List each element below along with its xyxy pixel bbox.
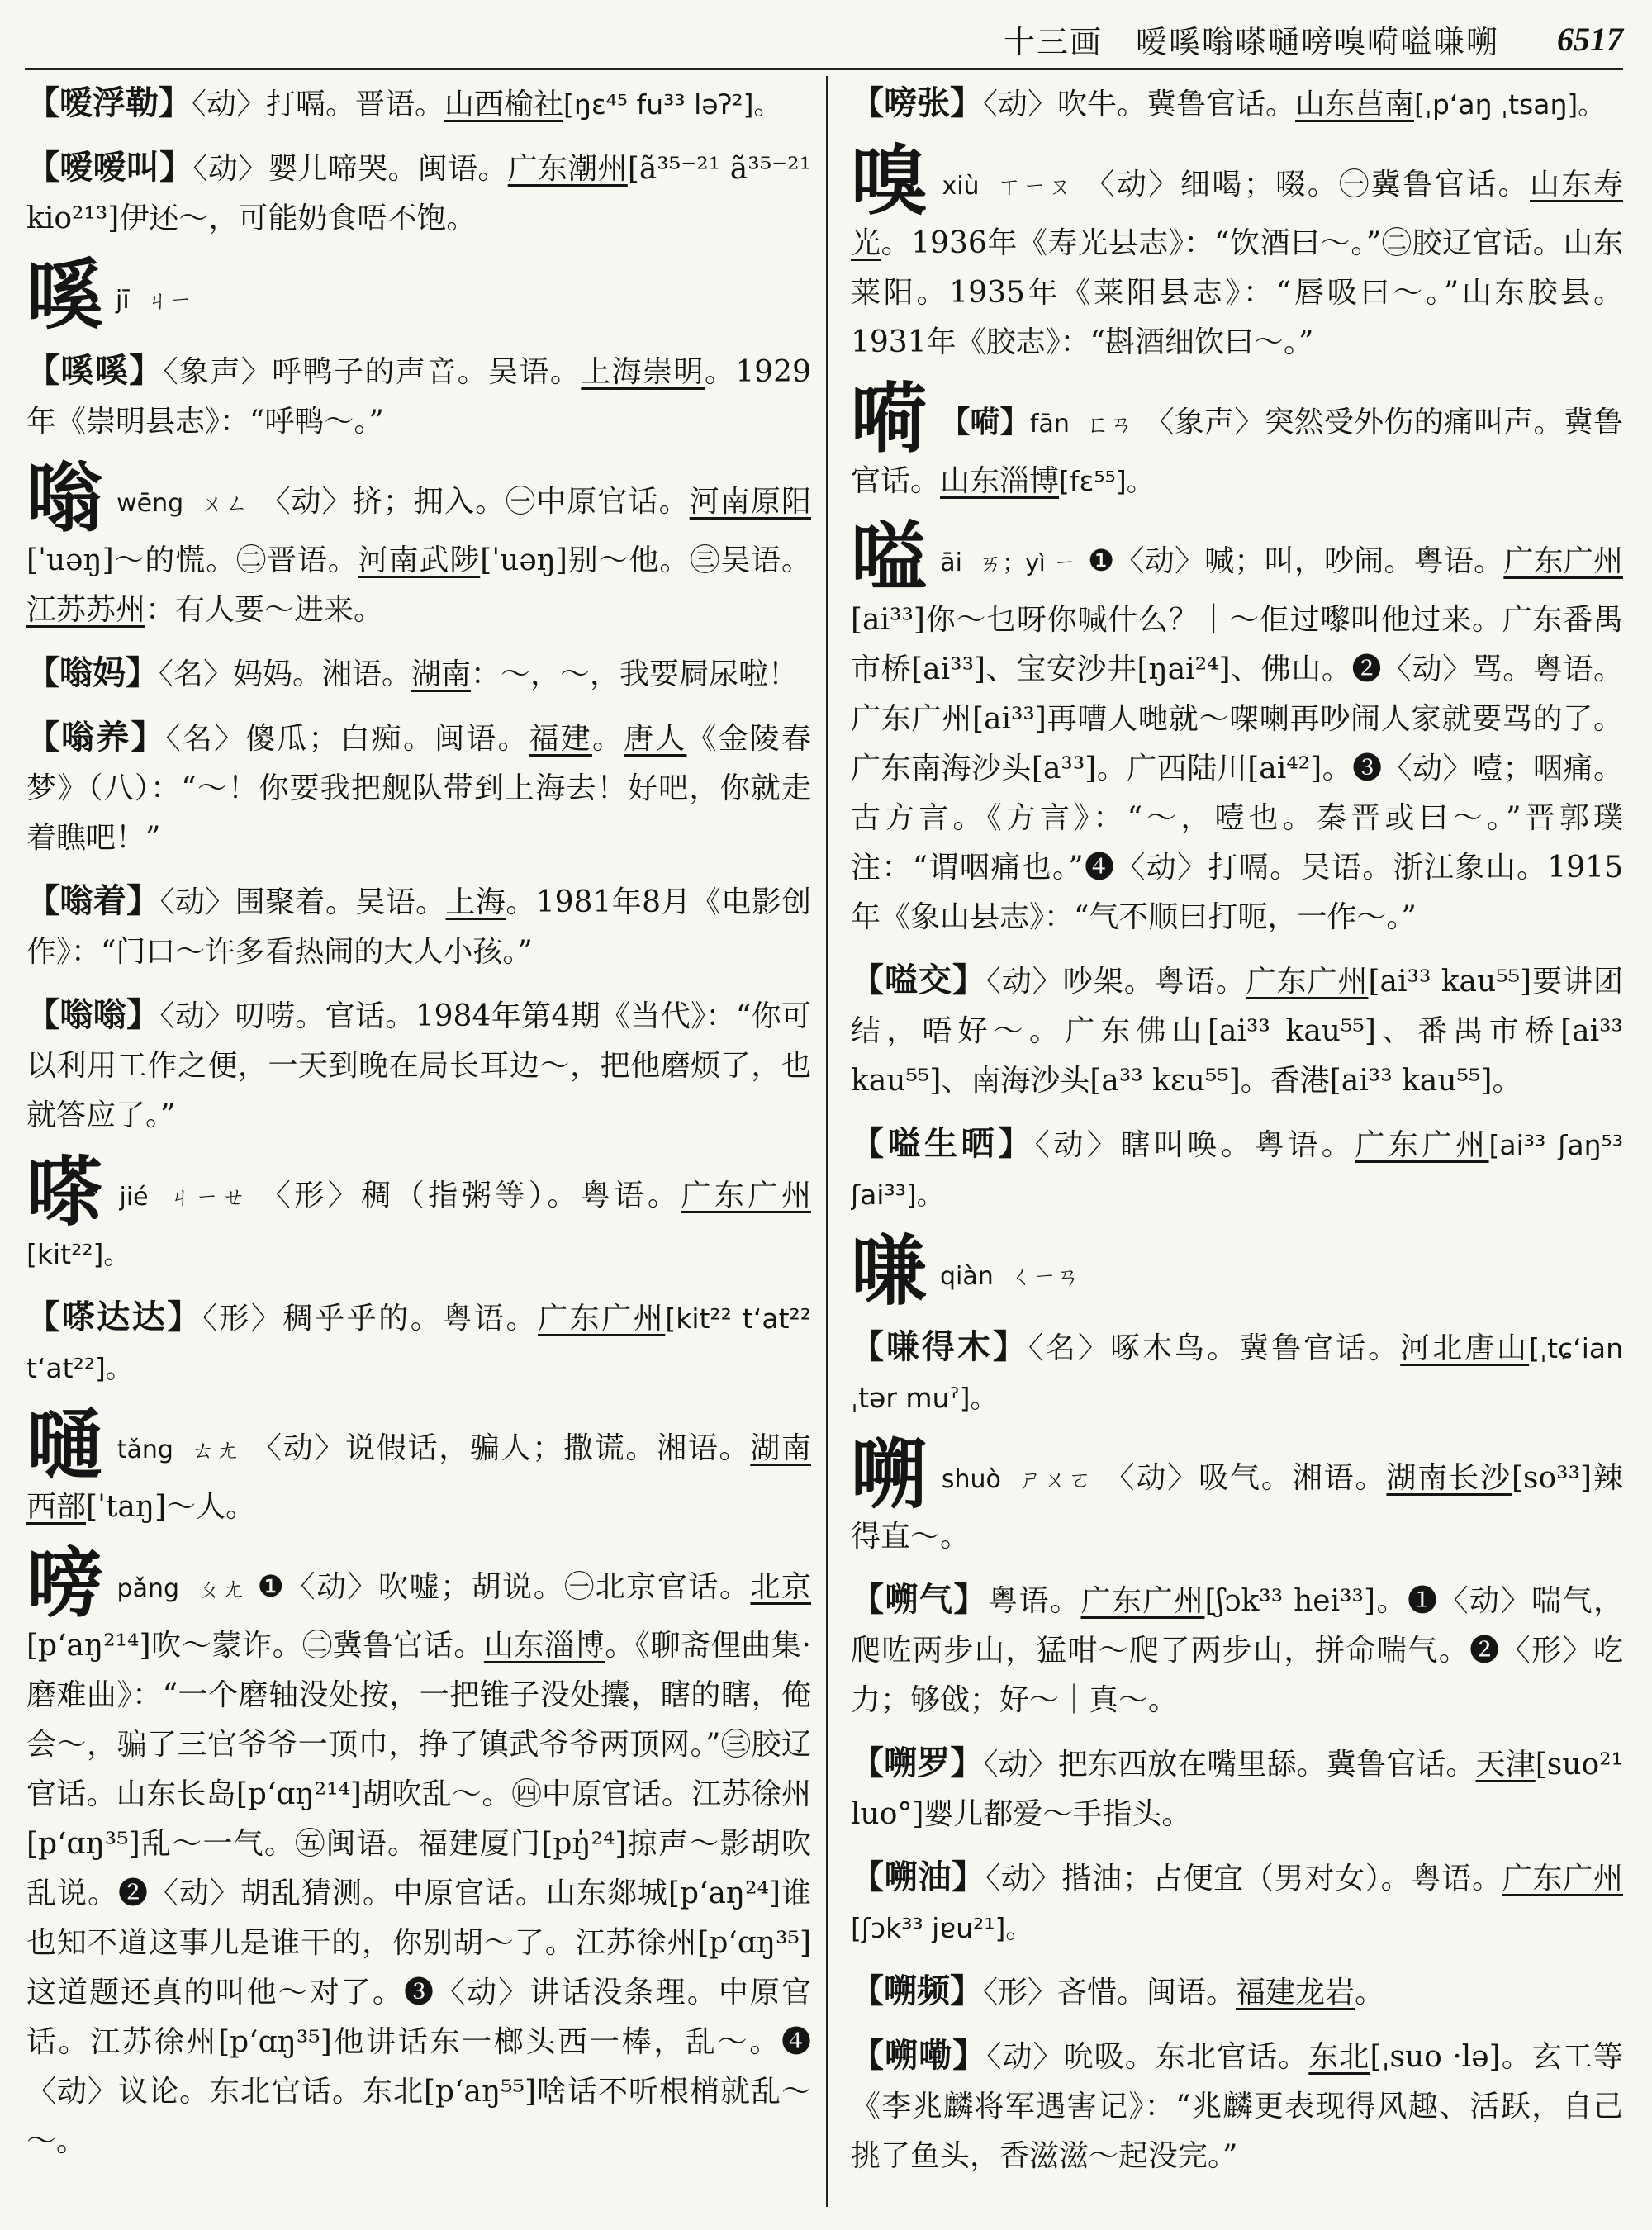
entry	[851, 2031, 1623, 2181]
head-entry	[851, 1430, 1623, 1562]
head-character: 嗬	[851, 374, 928, 463]
entry-definition: 粤语。	[988, 1584, 1081, 1618]
entry	[26, 648, 811, 700]
entry-text: [ˌtɕʻian ˌtər muˀ]。	[851, 1332, 1623, 1414]
entry	[26, 876, 811, 977]
entry	[851, 1739, 1623, 1839]
location: 东北	[1308, 2040, 1370, 2074]
head-entry	[851, 513, 1623, 942]
entry-text: [ˌsuo ·lə]。玄工等《李兆麟将军遇害记》：“兆麟更表现得风趣、活跃，自己挑了鱼头，香滋滋～起没完。”	[851, 2040, 1623, 2173]
entry-definition: 〈动〉吵架。粤语。	[985, 965, 1246, 999]
entry-text: [ai³³]你～乜呀你喊什么？｜～佢过嚟叫他过来。广东番禺市桥[ai³³]、宝安沙井[ŋai²⁴]、佛山。❷〈动〉骂。粤语。广东广州[ai³³]再嘈人哋就～㗎喇再吵闹人家就要骂的了。广东南海沙头[a³³]。广西陆川[ai⁴²]。❸〈动〉噎；咽痛。古方言。《方言》：“～，噎也。秦晋或曰～。”晋郭璞注：“谓咽痛也。”❹〈动〉打嗝。吴语。浙江象山。1915年《象山县志》：“气不顺曰打呃，一作～。”	[851, 603, 1623, 934]
head-character: 嗘	[26, 250, 103, 339]
entry-text: [ˈuəŋ]～的慌。㊁晋语。	[26, 543, 358, 577]
entry-definition: ❶〈动〉喊；叫，吵闹。粤语。	[1088, 544, 1504, 578]
entry-definition: 〈名〉啄木鸟。冀鲁官话。	[1028, 1331, 1401, 1365]
entry-text: ：～，～，我要屙尿啦！	[471, 657, 799, 691]
running-title: 十三画 嗳嗘嗡嗏嗵嗙嗅嗬嗌嗛嗍	[1003, 23, 1499, 60]
location: 上海	[445, 885, 506, 919]
location: 广东广州	[1502, 1862, 1623, 1896]
entry-text: 。1936年《寿光县志》：“饮酒曰～。”㊁胶辽官话。山东莱阳。1935年《莱阳县志》：“唇吸曰～。”山东胶县。1931年《胶志》：“斟酒细饮曰～。”	[851, 226, 1623, 359]
entry-headword: 【嗍嘞】	[851, 2036, 987, 2075]
entry-definition: 〈形〉稠乎乎的。粤语。	[202, 1302, 539, 1336]
location: 山东淄博	[940, 464, 1060, 498]
entry	[26, 1293, 811, 1393]
entry-definition: 〈动〉揩油；占便宜（男对女）。粤语。	[985, 1862, 1502, 1896]
head-entry	[26, 453, 811, 635]
head-entry	[851, 374, 1623, 506]
location: 广东广州	[1503, 544, 1623, 578]
entry-definition: 〈动〉叨唠。官话。1984年第4期《当代》：“你可以利用工作之便，一天到晚在局长耳边～，把他磨烦了，也就答应了。”	[26, 999, 811, 1132]
pinyin: shuò	[941, 1465, 1001, 1494]
head-entry	[26, 250, 811, 339]
zhuyin: ㄑㄧㄢ	[1009, 1263, 1080, 1290]
source-author: 唐人	[624, 722, 687, 756]
entry-headword: 【嗏达达】	[26, 1298, 202, 1336]
entry-definition: 〈动〉挤；拥入。㊀中原官话。	[260, 485, 690, 519]
entry	[26, 78, 811, 130]
entry-definition: 〈动〉打嗝。晋语。	[192, 88, 445, 121]
page-number: 6517	[1557, 20, 1623, 58]
head-entry	[26, 1147, 811, 1279]
entry	[851, 1575, 1623, 1725]
entry-headword: 【嗘嗘】	[26, 351, 164, 390]
location: 河北唐山	[1400, 1331, 1530, 1365]
zhuyin: ㄆㄤ	[196, 1575, 246, 1602]
location: 河南武陟	[358, 543, 481, 577]
head-character: 嗍	[851, 1430, 928, 1519]
entry-definition: 〈动〉吮吸。东北官话。	[986, 2040, 1309, 2074]
zhuyin: ㄐㄧ	[145, 287, 192, 314]
zhuyin: ㄕㄨㄛ	[1017, 1466, 1094, 1493]
entry-definition: 〈形〉吝惜。闽语。	[983, 1976, 1237, 2009]
entry-text: [ʃɔk³³ jɐu²¹]。	[851, 1912, 1033, 1944]
head-character: 嗵	[26, 1400, 104, 1489]
entry-headword: 【嗌生晒】	[851, 1124, 1035, 1163]
entry-definition: 〈名〉傻瓜；白痴。闽语。	[165, 722, 529, 756]
entry-text: [ã³⁵⁻²¹ ã³⁵⁻²¹ kio²¹³]伊还～，可能奶食唔不饱。	[26, 152, 811, 235]
head-entry	[851, 136, 1623, 368]
zhuyin: ㄊㄤ	[189, 1436, 241, 1464]
location: 山西榆社	[444, 88, 564, 121]
entry-text: [kit²² tʻat²² tʻat²²]。	[26, 1302, 811, 1384]
zhuyin: ㄈㄢ	[1085, 410, 1133, 438]
entry-headword: 【嗡着】	[26, 881, 160, 920]
entry-text: 。1929年《崇明县志》：“呼鸭～。”	[26, 355, 811, 439]
header-rule	[25, 68, 1623, 70]
entry-definition: 〈动〉围聚着。吴语。	[159, 885, 446, 919]
right-column	[851, 78, 1623, 2218]
pinyin: pǎng	[116, 1574, 180, 1603]
entry-headword: 【嗳浮勒】	[26, 83, 192, 122]
entry-headword: 【嗡妈】	[26, 653, 159, 692]
location: 山东淄博	[483, 1629, 605, 1663]
entry	[851, 956, 1623, 1106]
left-column	[26, 78, 811, 2218]
location: 河南原阳	[689, 485, 811, 519]
entry-text: [ai³³ ʃaŋ⁵³ ʃai³³]。	[851, 1129, 1623, 1211]
pinyin: āi	[940, 548, 962, 577]
entry	[26, 713, 811, 863]
entry-text: 。	[591, 722, 624, 756]
zhuyin: ㄒㄧㄡ	[995, 173, 1074, 200]
entry-definition: 〈象声〉突然受外伤的痛叫声。冀鲁官话。	[851, 406, 1623, 498]
traditional-form: 【嗬】	[940, 405, 1030, 439]
head-character: 嗏	[26, 1147, 107, 1236]
entry-headword: 【嗍罗】	[851, 1744, 984, 1782]
entry-text: 。《聊斋俚曲集·磨难曲》：“一个磨轴没处按，一把锥子没处攮，瞎的瞎，俺会～，骗了三官爷爷一顶巾，挣了镇武爷爷两顶网。”㊂胶辽官话。山东长岛[pʻɑŋ²¹⁴]胡吹乱～。㊃中原官话。江苏徐州[pʻɑŋ³⁵]乱～一气。㊄闽语。福建厦门[pŋ̍²⁴]掠声～影胡吹乱说。❷〈动〉胡乱猜测。中原官话。山东郯城[pʻaŋ²⁴]谁也知不道这事儿是谁干的，你别胡～了。江苏徐州[pʻɑŋ³⁵]这道题还真的叫他～对了。❸〈动〉讲话没条理。中原官话。江苏徐州[pʻɑŋ³⁵]他讲话东一榔头西一棒，乱～。❹〈动〉议论。东北官话。东北[pʻaŋ⁵⁵]啥话不听根梢就乱～～。	[26, 1629, 811, 2158]
head-character: 嗙	[26, 1539, 104, 1628]
head-character: 嗌	[851, 513, 928, 602]
entry-text: [fɛ⁵⁵]。	[1059, 465, 1154, 497]
entry	[26, 143, 811, 244]
entry-headword: 【嗳嗳叫】	[26, 148, 193, 187]
location: 广东广州	[1355, 1128, 1489, 1162]
location: 天津	[1475, 1748, 1536, 1782]
entry	[26, 346, 811, 447]
entry-text: [ˌpʻaŋ ˌtsaŋ]。	[1414, 88, 1606, 121]
entry-headword: 【嗌交】	[851, 961, 986, 999]
head-character: 嗅	[851, 136, 929, 225]
entry-text: [ʃɔk³³ hei³³]。❶〈动〉喘气，爬咗两步山，猛咁～爬了两步山，拼命喘气。❷〈形〉吃力；够戗；好～｜真～。	[851, 1584, 1623, 1717]
entry-definition: 〈形〉稠（指粥等）。粤语。	[260, 1179, 681, 1212]
head-character: 嗡	[26, 453, 104, 543]
entry-text: [ˈtaŋ]～人。	[86, 1490, 256, 1524]
entry	[851, 1967, 1623, 2018]
entry-text: [suo²¹ luo°]婴儿都爱～手指头。	[851, 1748, 1623, 1831]
zhuyin: ㄞ；yì ㄧ	[978, 549, 1077, 576]
entry-text: ：有人要～进来。	[145, 593, 384, 627]
entry-definition: 〈动〉婴儿啼哭。闽语。	[192, 152, 508, 186]
location: 山东莒南	[1295, 88, 1415, 121]
entry-headword: 【嗍气】	[851, 1580, 988, 1619]
location: 湖南西部	[26, 1431, 811, 1524]
location: 北京	[750, 1570, 811, 1604]
entry-text: [pʻaŋ²¹⁴]吹～蒙诈。㊁冀鲁官话。	[26, 1629, 484, 1663]
zhuyin: ㄐㄧㄝ	[164, 1184, 249, 1211]
entry	[26, 990, 811, 1141]
location: 上海崇明	[581, 355, 705, 389]
entry-definition: 〈动〉吹牛。冀鲁官话。	[983, 88, 1296, 121]
entry-definition: 〈动〉说假话，骗人；撒谎。湘语。	[252, 1431, 751, 1465]
entry-definition: 〈动〉吸气。湘语。	[1104, 1461, 1387, 1495]
location: 广东广州	[1246, 965, 1369, 999]
entry-headword: 【嗙张】	[851, 83, 983, 122]
entry-definition: ❶〈动〉吹嘘；胡说。㊀北京官话。	[257, 1570, 751, 1604]
entry-text: [ai³³ kau⁵⁵]要讲团结，唔好～。广东佛山[ai³³ kau⁵⁵]、番禺市桥[ai³³ kau⁵⁵]、南海沙头[a³³ kɛu⁵⁵]。香港[ai³³ kau⁵⁵]。	[851, 965, 1623, 1098]
pinyin: qiàn	[940, 1262, 994, 1291]
entry-headword: 【嗍油】	[851, 1858, 986, 1896]
entry	[851, 1119, 1623, 1220]
entry-text: 。1981年8月《电影创作》：“门口～许多看热闹的大人小孩。”	[26, 885, 811, 969]
pinyin: jī	[116, 286, 130, 315]
head-character: 嗛	[851, 1226, 928, 1316]
entry-text: [ŋɛ⁴⁵ fu³³ ləʔ²]。	[563, 88, 781, 121]
entry-headword: 【嗛得木】	[851, 1327, 1029, 1366]
entry-definition: 〈象声〉呼鸭子的声音。吴语。	[163, 355, 582, 389]
entry-definition: 〈动〉把东西放在嘴里舔。冀鲁官话。	[983, 1748, 1476, 1782]
page-header	[33, 15, 1623, 63]
entry	[851, 1853, 1623, 1953]
location: 广东广州	[681, 1179, 811, 1212]
head-entry	[851, 1226, 1623, 1316]
location: 江苏苏州	[26, 593, 146, 627]
location: 广东广州	[1080, 1584, 1205, 1618]
entry-headword: 【嗡养】	[26, 718, 166, 757]
pinyin: wēng	[116, 489, 184, 518]
entry	[851, 1322, 1623, 1423]
entry-headword: 【嗍频】	[851, 1971, 983, 2010]
entry-definition: 〈动〉细喝；啜。㊀冀鲁官话。	[1085, 168, 1531, 202]
entry-definition: 〈动〉瞎叫唤。粤语。	[1034, 1128, 1355, 1162]
location: 广东潮州	[507, 152, 628, 186]
entry-text: 《金陵春梦》（八）：“～！你要我把舰队带到上海去！好吧，你就走着瞧吧！”	[26, 722, 811, 855]
entry-definition: 〈名〉妈妈。湘语。	[159, 657, 412, 691]
pinyin: xiù	[942, 172, 980, 201]
entry	[851, 78, 1623, 130]
zhuyin: ㄨㄥ	[200, 490, 249, 517]
head-entry	[26, 1539, 811, 2166]
entry-text: [kit²²]。	[26, 1238, 131, 1270]
head-entry	[26, 1400, 811, 1532]
location: 湖南长沙	[1386, 1461, 1512, 1495]
location: 福建龙岩	[1236, 1976, 1355, 2009]
entry-text: [so³³]辣得直～。	[851, 1461, 1623, 1554]
location: 湖南	[411, 657, 472, 691]
location: 福建	[529, 722, 592, 756]
entry-text: [ˈuəŋ]别～他。㊂吴语。	[480, 543, 811, 577]
pinyin: tǎng	[116, 1435, 173, 1464]
entry-text: 。	[1355, 1976, 1385, 2009]
pinyin: fān	[1029, 410, 1070, 439]
location: 广东广州	[538, 1302, 666, 1336]
pinyin: jié	[119, 1183, 149, 1212]
entry-headword: 【嗡嗡】	[26, 995, 160, 1034]
location: 山东寿光	[851, 168, 1623, 260]
column-divider	[826, 76, 828, 2207]
